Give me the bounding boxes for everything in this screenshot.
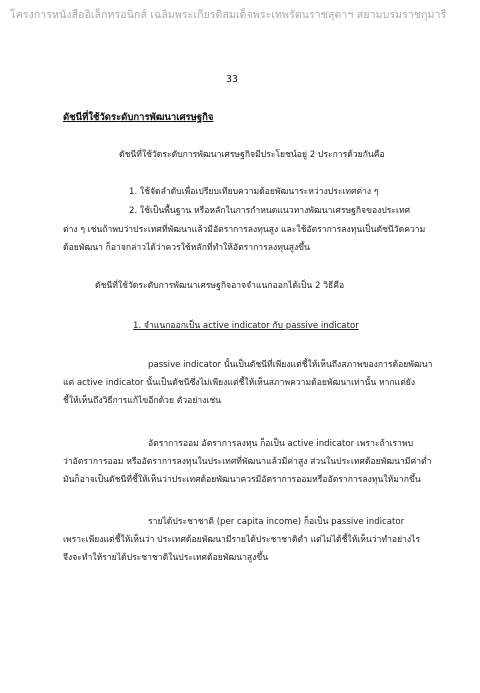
income-paragraph-line-3: จึงจะทำให้รายได้ประชาชาติในประเทศด้อยพัฒนาสูงขึ้น	[63, 553, 269, 563]
saving-paragraph-line-1: อัตราการออม อัตราการลงทุน ก็อเป็น active indicator เพราะถ้าเราพบ	[148, 439, 414, 449]
section-heading: ดัชนีที่ใช้วัดระดับการพัฒนาเศรษฐกิจ	[63, 112, 214, 123]
benefit-item-1: 1. ใช้จัดลำดับเพื่อเปรียบเทียบความด้อยพัฒนาระหว่างประเทศต่าง ๆ	[129, 187, 379, 197]
benefit-item-2-line-1: 2. ใช้เป็นพื้นฐาน หรือหลักในการกำหนดแนวทางพัฒนาเศรษฐกิจของประเทศ	[129, 206, 411, 216]
passive-paragraph-line-3: ชี้ให้เห็นถึงวิธีการแก้ไขอีกด้วย ตัวอย่างเช่น	[63, 396, 222, 406]
passive-paragraph-line-1: passive indicator นั้นเป็นดัชนีที่เพียงแต่ชี้ให้เห็นถึงสภาพของการด้อยพัฒนา	[148, 360, 433, 370]
page-number: 33	[226, 74, 239, 85]
classification-item-1: 1. จำแนกออกเป็น active indicator กับ passive indicator	[133, 321, 359, 331]
passive-paragraph-line-2: แต่ active indicator นั้นเป็นดัชนีซึ่งไม่เพียงแต่ชี้ให้เห็นสภาพความด้อยพัฒนาเท่านั้น หากแต่ยัง	[63, 378, 416, 388]
intro-line: ดัชนีที่ใช้วัดระดับการพัฒนาเศรษฐกิจมีประโยชน์อยู่ 2 ประการด้วยกันคือ	[119, 150, 385, 160]
saving-paragraph-line-2: ว่าอัตราการออม หรืออัตราการลงทุนในประเทศที่พัฒนาแล้วมีค่าสูง ส่วนในประเทศด้อยพัฒนามีค่าต่ำ	[63, 457, 432, 467]
benefit-item-2-line-2: ต่าง ๆ เช่นถ้าพบว่าประเทศที่พัฒนาแล้วมีอัตราการลงทุนสูง และใช้อัตราการลงทุนเป็นดัชนีวัดความ	[63, 225, 426, 235]
page-header: โครงการหนังสืออิเล็กทรอนิกส์ เฉลิมพระเกียรติสมเด็จพระเทพรัตนราชสุดาฯ สยามบรมราชกุมารี	[10, 9, 447, 21]
benefit-item-2-line-3: ด้อยพัฒนา ก็อาจกล่าวได้ว่าควรใช้หลักที่ทำให้อัตราการลงทุนสูงขึ้น	[63, 243, 310, 253]
income-paragraph-line-1: รายได้ประชาชาติ (per capita income) ก็อเป็น passive indicator	[148, 517, 405, 527]
saving-paragraph-line-3: มันก็อาจเป็นดัชนีที่ชี้ให้เห็นว่าประเทศด้อยพัฒนาควรมีอัตราการออมหรืออัตราการลงทุนให้มากขึ้น	[63, 475, 421, 485]
income-paragraph-line-2: เพราะเพียงแต่ชี้ให้เห็นว่า ประเทศด้อยพัฒนามีรายได้ประชาชาติต่ำ แต่ไม่ได้ชี้ให้เห็นว่าทำอย่างไร	[63, 535, 421, 545]
classification-intro: ดัชนีที่ใช้วัดระดับการพัฒนาเศรษฐกิจอาจจำแนกออกได้เป็น 2 วิธีคือ	[95, 281, 345, 291]
